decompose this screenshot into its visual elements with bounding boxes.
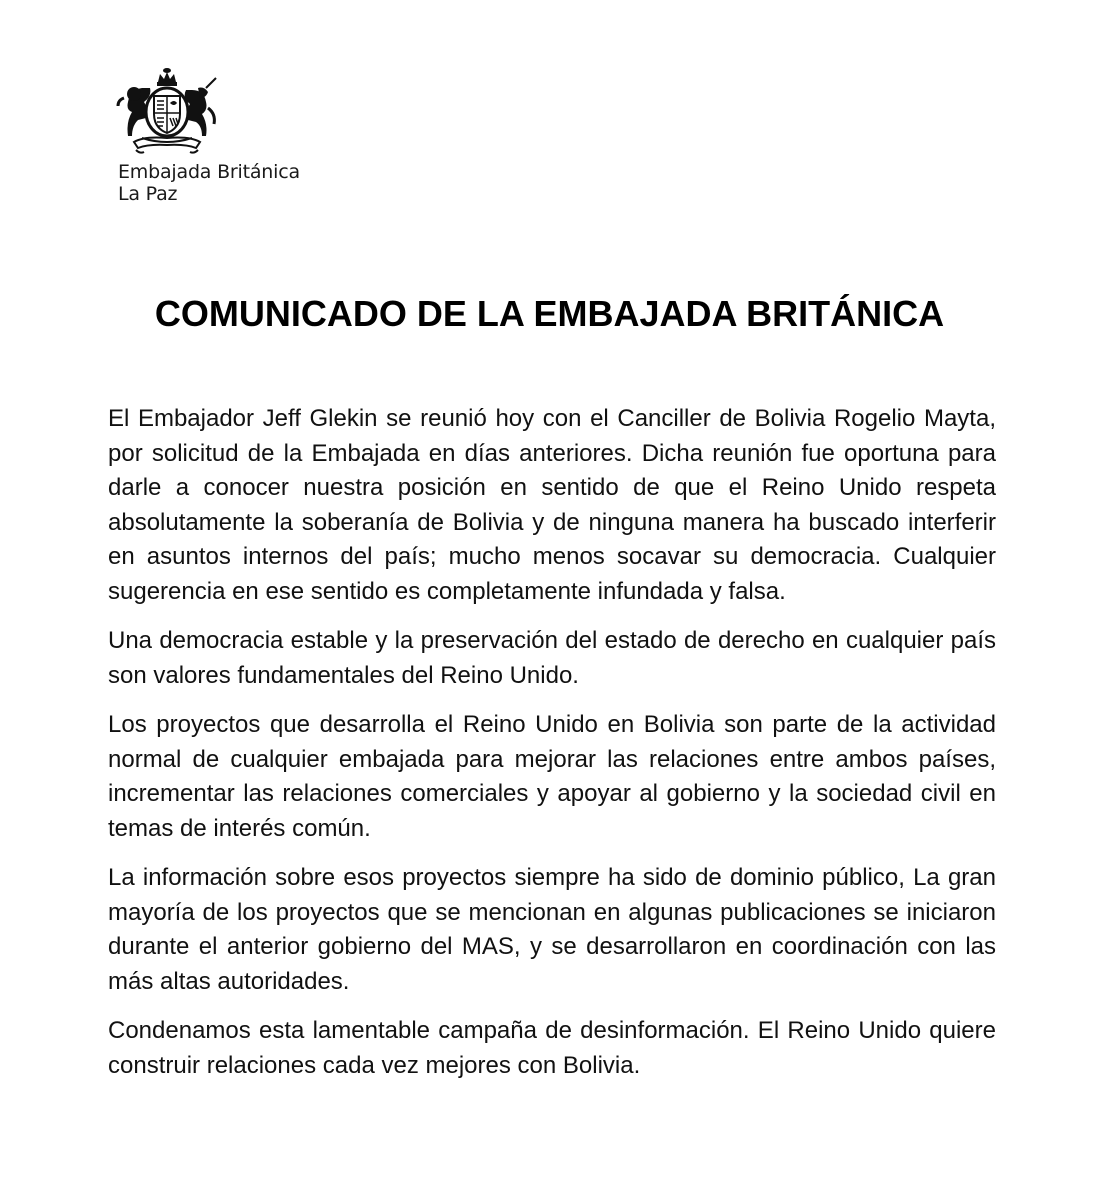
document-body [108, 402, 996, 1098]
embassy-name-line2: La Paz [118, 183, 178, 205]
paragraph: Condenamos esta lamentable campaña de desinformación. El Reino Unido quiere construir relaciones cada vez mejores con Bolivia. [108, 1017, 996, 1079]
embassy-name [118, 161, 300, 205]
document-title: COMUNICADO DE LA EMBAJADA BRITÁNICA [154, 293, 945, 334]
paragraph: La información sobre esos proyectos siempre ha sido de dominio público, La gran mayoría de los proyectos que se mencionan en algunas publicaciones se iniciaron durante el anterior gobierno del MAS, y se desarrollaron en coordinación con las más altas autoridades. [108, 864, 996, 995]
embassy-name-line1: Embajada Británica [118, 161, 300, 183]
royal-coat-of-arms-icon [112, 68, 222, 158]
paragraph: El Embajador Jeff Glekin se reunió hoy con el Canciller de Bolivia Rogelio Mayta, por solicitud de la Embajada en días anteriores. Dicha reunión fue oportuna para darle a conocer nuestra posición en sentido de que el Reino Unido respeta absolutamente la soberanía de Bolivia y de ninguna manera ha buscado interferir en asuntos internos del país; mucho menos socavar su democracia. Cualquier sugerencia en ese sentido es completamente infundada y falsa. [108, 405, 996, 605]
paragraph: Los proyectos que desarrolla el Reino Unido en Bolivia son parte de la actividad normal de cualquier embajada para mejorar las relaciones entre ambos países, incrementar las relaciones comerciales y apoyar al gobierno y la sociedad civil en temas de interés común. [108, 711, 996, 842]
paragraph: Una democracia estable y la preservación del estado de derecho en cualquier país son valores fundamentales del Reino Unido. [108, 627, 996, 689]
